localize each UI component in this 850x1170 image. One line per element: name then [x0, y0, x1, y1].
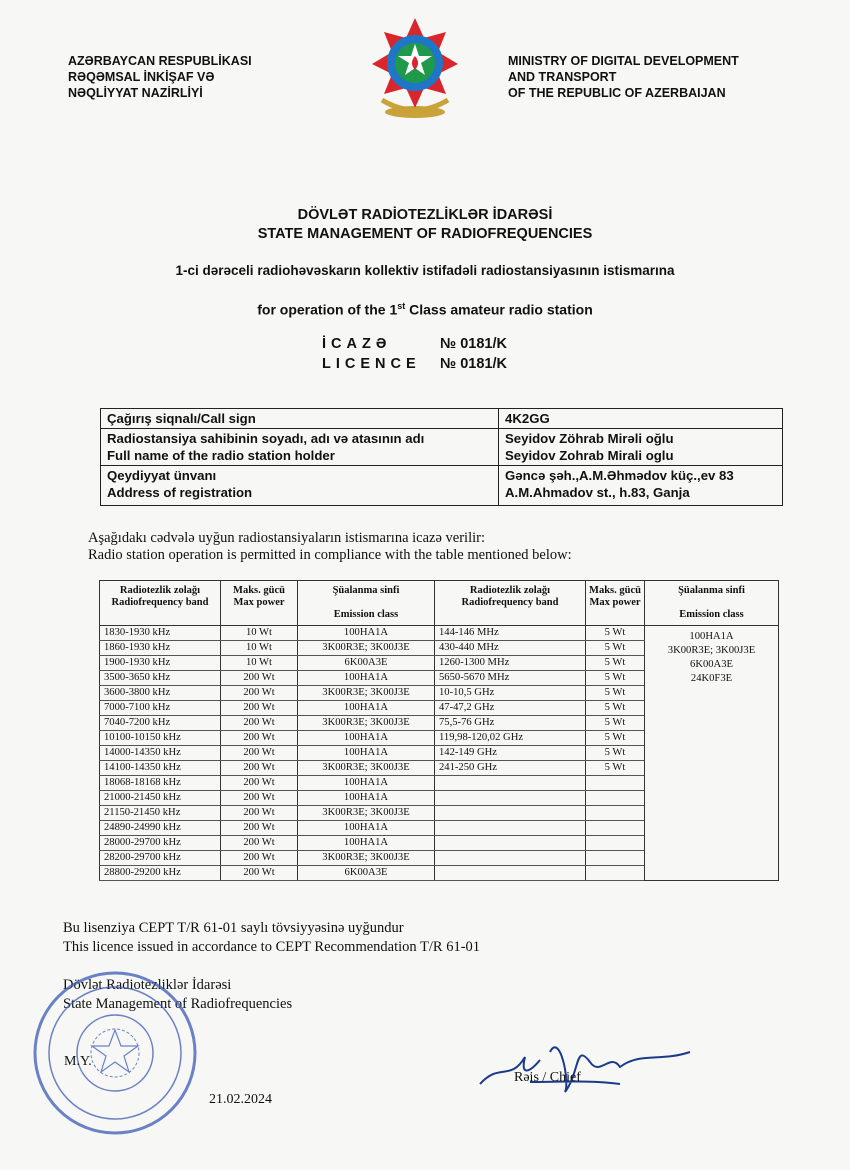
power2-cell: 5 Wt	[586, 761, 645, 776]
emission2-line: 6K00A3E	[690, 659, 733, 670]
band-cell: 1860-1930 kHz	[100, 641, 221, 656]
power2-cell	[586, 791, 645, 806]
power2-cell	[586, 836, 645, 851]
issue-date: 21.02.2024	[209, 1092, 272, 1107]
holder-value: Seyidov Zöhrab Mirəli oğlu Seyidov Zohrab Mirali oglu	[499, 429, 783, 466]
power2-cell: 5 Wt	[586, 656, 645, 671]
call-sign-value: 4K2GG	[499, 409, 783, 429]
band2-cell: 430-440 MHz	[435, 641, 586, 656]
purpose-az: 1-ci dərəceli radiohəvəskarın kollektiv istifadəli radiostansiyasının istismarına	[175, 263, 675, 278]
emission-cell: 3K00R3E; 3K00J3E	[298, 686, 435, 701]
band-cell: 7040-7200 kHz	[100, 716, 221, 731]
power2-cell: 5 Wt	[586, 731, 645, 746]
power-cell: 10 Wt	[221, 626, 298, 641]
power2-cell: 5 Wt	[586, 686, 645, 701]
emission-cell: 100HA1A	[298, 731, 435, 746]
emission-cell: 100HA1A	[298, 836, 435, 851]
band-cell: 24890-24990 kHz	[100, 821, 221, 836]
band2-cell: 5650-5670 MHz	[435, 671, 586, 686]
address-label: Qeydiyyat ünvanı Address of registration	[101, 466, 499, 506]
ministry-name-en: MINISTRY OF DIGITAL DEVELOPMENT AND TRANSPORT OF THE REPUBLIC OF AZERBAIJAN	[508, 54, 739, 100]
band2-cell: 10-10,5 GHz	[435, 686, 586, 701]
band-cell: 21150-21450 kHz	[100, 806, 221, 821]
band2-cell	[435, 791, 586, 806]
cept-note: Bu lisenziya CEPT T/R 61-01 saylı tövsiyyəsinə uyğundur This licence issued in accordance to CEPT Recommendation T/R 61-01	[63, 920, 481, 955]
header-emission: Şüalanma sinfi Emission class	[298, 581, 435, 626]
header-power-2: Maks. gücü Max power	[586, 581, 645, 626]
power2-cell: 5 Wt	[586, 716, 645, 731]
authority-title: DÖVLƏT RADİOTEZLİKLƏR İDARƏSİ STATE MANAGEMENT OF RADIOFREQUENCIES	[257, 207, 593, 242]
table-row	[100, 626, 779, 641]
official-stamp-icon	[30, 968, 200, 1138]
band-cell: 14000-14350 kHz	[100, 746, 221, 761]
header-band: Radiotezlik zolağı Radiofrequency band	[100, 581, 221, 626]
band2-cell: 47-47,2 GHz	[435, 701, 586, 716]
band2-cell: 241-250 GHz	[435, 761, 586, 776]
emission-cell: 3K00R3E; 3K00J3E	[298, 716, 435, 731]
band2-cell	[435, 821, 586, 836]
band-cell: 7000-7100 kHz	[100, 701, 221, 716]
band2-cell: 144-146 MHz	[435, 626, 586, 641]
emission-cell: 3K00R3E; 3K00J3E	[298, 761, 435, 776]
power-cell: 200 Wt	[221, 776, 298, 791]
emission2-line: 24K0F3E	[690, 673, 733, 684]
power-cell: 200 Wt	[221, 791, 298, 806]
power-cell: 200 Wt	[221, 836, 298, 851]
power2-cell	[586, 776, 645, 791]
power2-cell	[586, 866, 645, 881]
licence-en: LICENCE № 0181/K	[322, 356, 507, 372]
emission2-line: 100HA1A	[689, 631, 734, 642]
band-cell: 1900-1930 kHz	[100, 656, 221, 671]
emission-cell: 3K00R3E; 3K00J3E	[298, 806, 435, 821]
emission-cell: 100HA1A	[298, 821, 435, 836]
issuing-organization: Dövlət Radiotezliklər İdarəsi State Management of Radiofrequencies	[63, 977, 293, 1012]
power2-cell: 5 Wt	[586, 641, 645, 656]
header-power: Maks. gücü Max power	[221, 581, 298, 626]
band-cell: 3600-3800 kHz	[100, 686, 221, 701]
emission-cell: 6K00A3E	[298, 866, 435, 881]
power2-cell	[586, 806, 645, 821]
state-emblem-icon	[366, 12, 464, 122]
band2-cell	[435, 866, 586, 881]
band2-cell: 75,5-76 GHz	[435, 716, 586, 731]
seal-place-label: M.Y.	[64, 1054, 92, 1069]
band-cell: 3500-3650 kHz	[100, 671, 221, 686]
power-cell: 10 Wt	[221, 656, 298, 671]
ministry-name-az: AZƏRBAYCAN RESPUBLİKASI RƏQƏMSAL İNKİŞAF VƏ NƏQLİYYAT NAZİRLİYİ	[68, 54, 252, 100]
band2-cell	[435, 806, 586, 821]
power-cell: 200 Wt	[221, 806, 298, 821]
emission-cell: 100HA1A	[298, 791, 435, 806]
power-cell: 200 Wt	[221, 716, 298, 731]
power-cell: 200 Wt	[221, 701, 298, 716]
holder-info-table	[100, 408, 783, 506]
header-band-2: Radiotezlik zolağı Radiofrequency band	[435, 581, 586, 626]
holder-label: Radiostansiya sahibinin soyadı, adı və atasının adı Full name of the radio station holder	[101, 429, 499, 466]
power2-cell	[586, 821, 645, 836]
power-cell: 200 Wt	[221, 761, 298, 776]
power-cell: 200 Wt	[221, 686, 298, 701]
call-sign-label: Çağırış siqnalı/Call sign	[101, 409, 499, 429]
power2-cell: 5 Wt	[586, 701, 645, 716]
band-cell: 21000-21450 kHz	[100, 791, 221, 806]
licence-az: İCAZƏ № 0181/K	[322, 336, 507, 352]
emission-cell: 100HA1A	[298, 701, 435, 716]
power-cell: 200 Wt	[221, 851, 298, 866]
chief-title: Rəis / Chief	[514, 1070, 581, 1085]
band-cell: 14100-14350 kHz	[100, 761, 221, 776]
emission-cell: 100HA1A	[298, 776, 435, 791]
emission-cell: 3K00R3E; 3K00J3E	[298, 641, 435, 656]
purpose-en: for operation of the 1st Class amateur radio station	[257, 301, 593, 318]
emission-cell: 100HA1A	[298, 746, 435, 761]
power2-cell: 5 Wt	[586, 746, 645, 761]
band-cell: 28200-29700 kHz	[100, 851, 221, 866]
emission-cell: 100HA1A	[298, 626, 435, 641]
band2-cell	[435, 851, 586, 866]
emission-cell: 6K00A3E	[298, 656, 435, 671]
band2-cell: 1260-1300 MHz	[435, 656, 586, 671]
power-cell: 200 Wt	[221, 671, 298, 686]
band-cell: 28000-29700 kHz	[100, 836, 221, 851]
emission-cell: 3K00R3E; 3K00J3E	[298, 851, 435, 866]
band-cell: 18068-18168 kHz	[100, 776, 221, 791]
band-cell: 1830-1930 kHz	[100, 626, 221, 641]
emission-cell: 100HA1A	[298, 671, 435, 686]
band-cell: 28800-29200 kHz	[100, 866, 221, 881]
power-cell: 10 Wt	[221, 641, 298, 656]
emission2-line: 3K00R3E; 3K00J3E	[667, 645, 756, 656]
band2-cell	[435, 776, 586, 791]
power2-cell: 5 Wt	[586, 671, 645, 686]
permission-text: Aşağıdakı cədvələ uyğun radiostansiyaların istismarına icazə verilir: Radio station operation is permitted in compliance with the table mentioned below:	[88, 530, 572, 563]
band2-cell	[435, 836, 586, 851]
band-rows	[100, 626, 779, 881]
power2-cell	[586, 851, 645, 866]
power-cell: 200 Wt	[221, 731, 298, 746]
power-cell: 200 Wt	[221, 746, 298, 761]
header-emission-2: Şüalanma sinfi Emission class	[645, 581, 779, 626]
power2-cell: 5 Wt	[586, 626, 645, 641]
band2-cell: 142-149 GHz	[435, 746, 586, 761]
frequency-bands-table	[99, 580, 779, 881]
band2-cell: 119,98-120,02 GHz	[435, 731, 586, 746]
power-cell: 200 Wt	[221, 866, 298, 881]
signature-icon	[470, 1022, 720, 1112]
address-value: Gəncə şəh.,A.M.Əhmədov küç.,ev 83 A.M.Ahmadov st., h.83, Ganja	[499, 466, 783, 506]
emission2-merged-cell	[645, 626, 779, 881]
power-cell: 200 Wt	[221, 821, 298, 836]
band-cell: 10100-10150 kHz	[100, 731, 221, 746]
